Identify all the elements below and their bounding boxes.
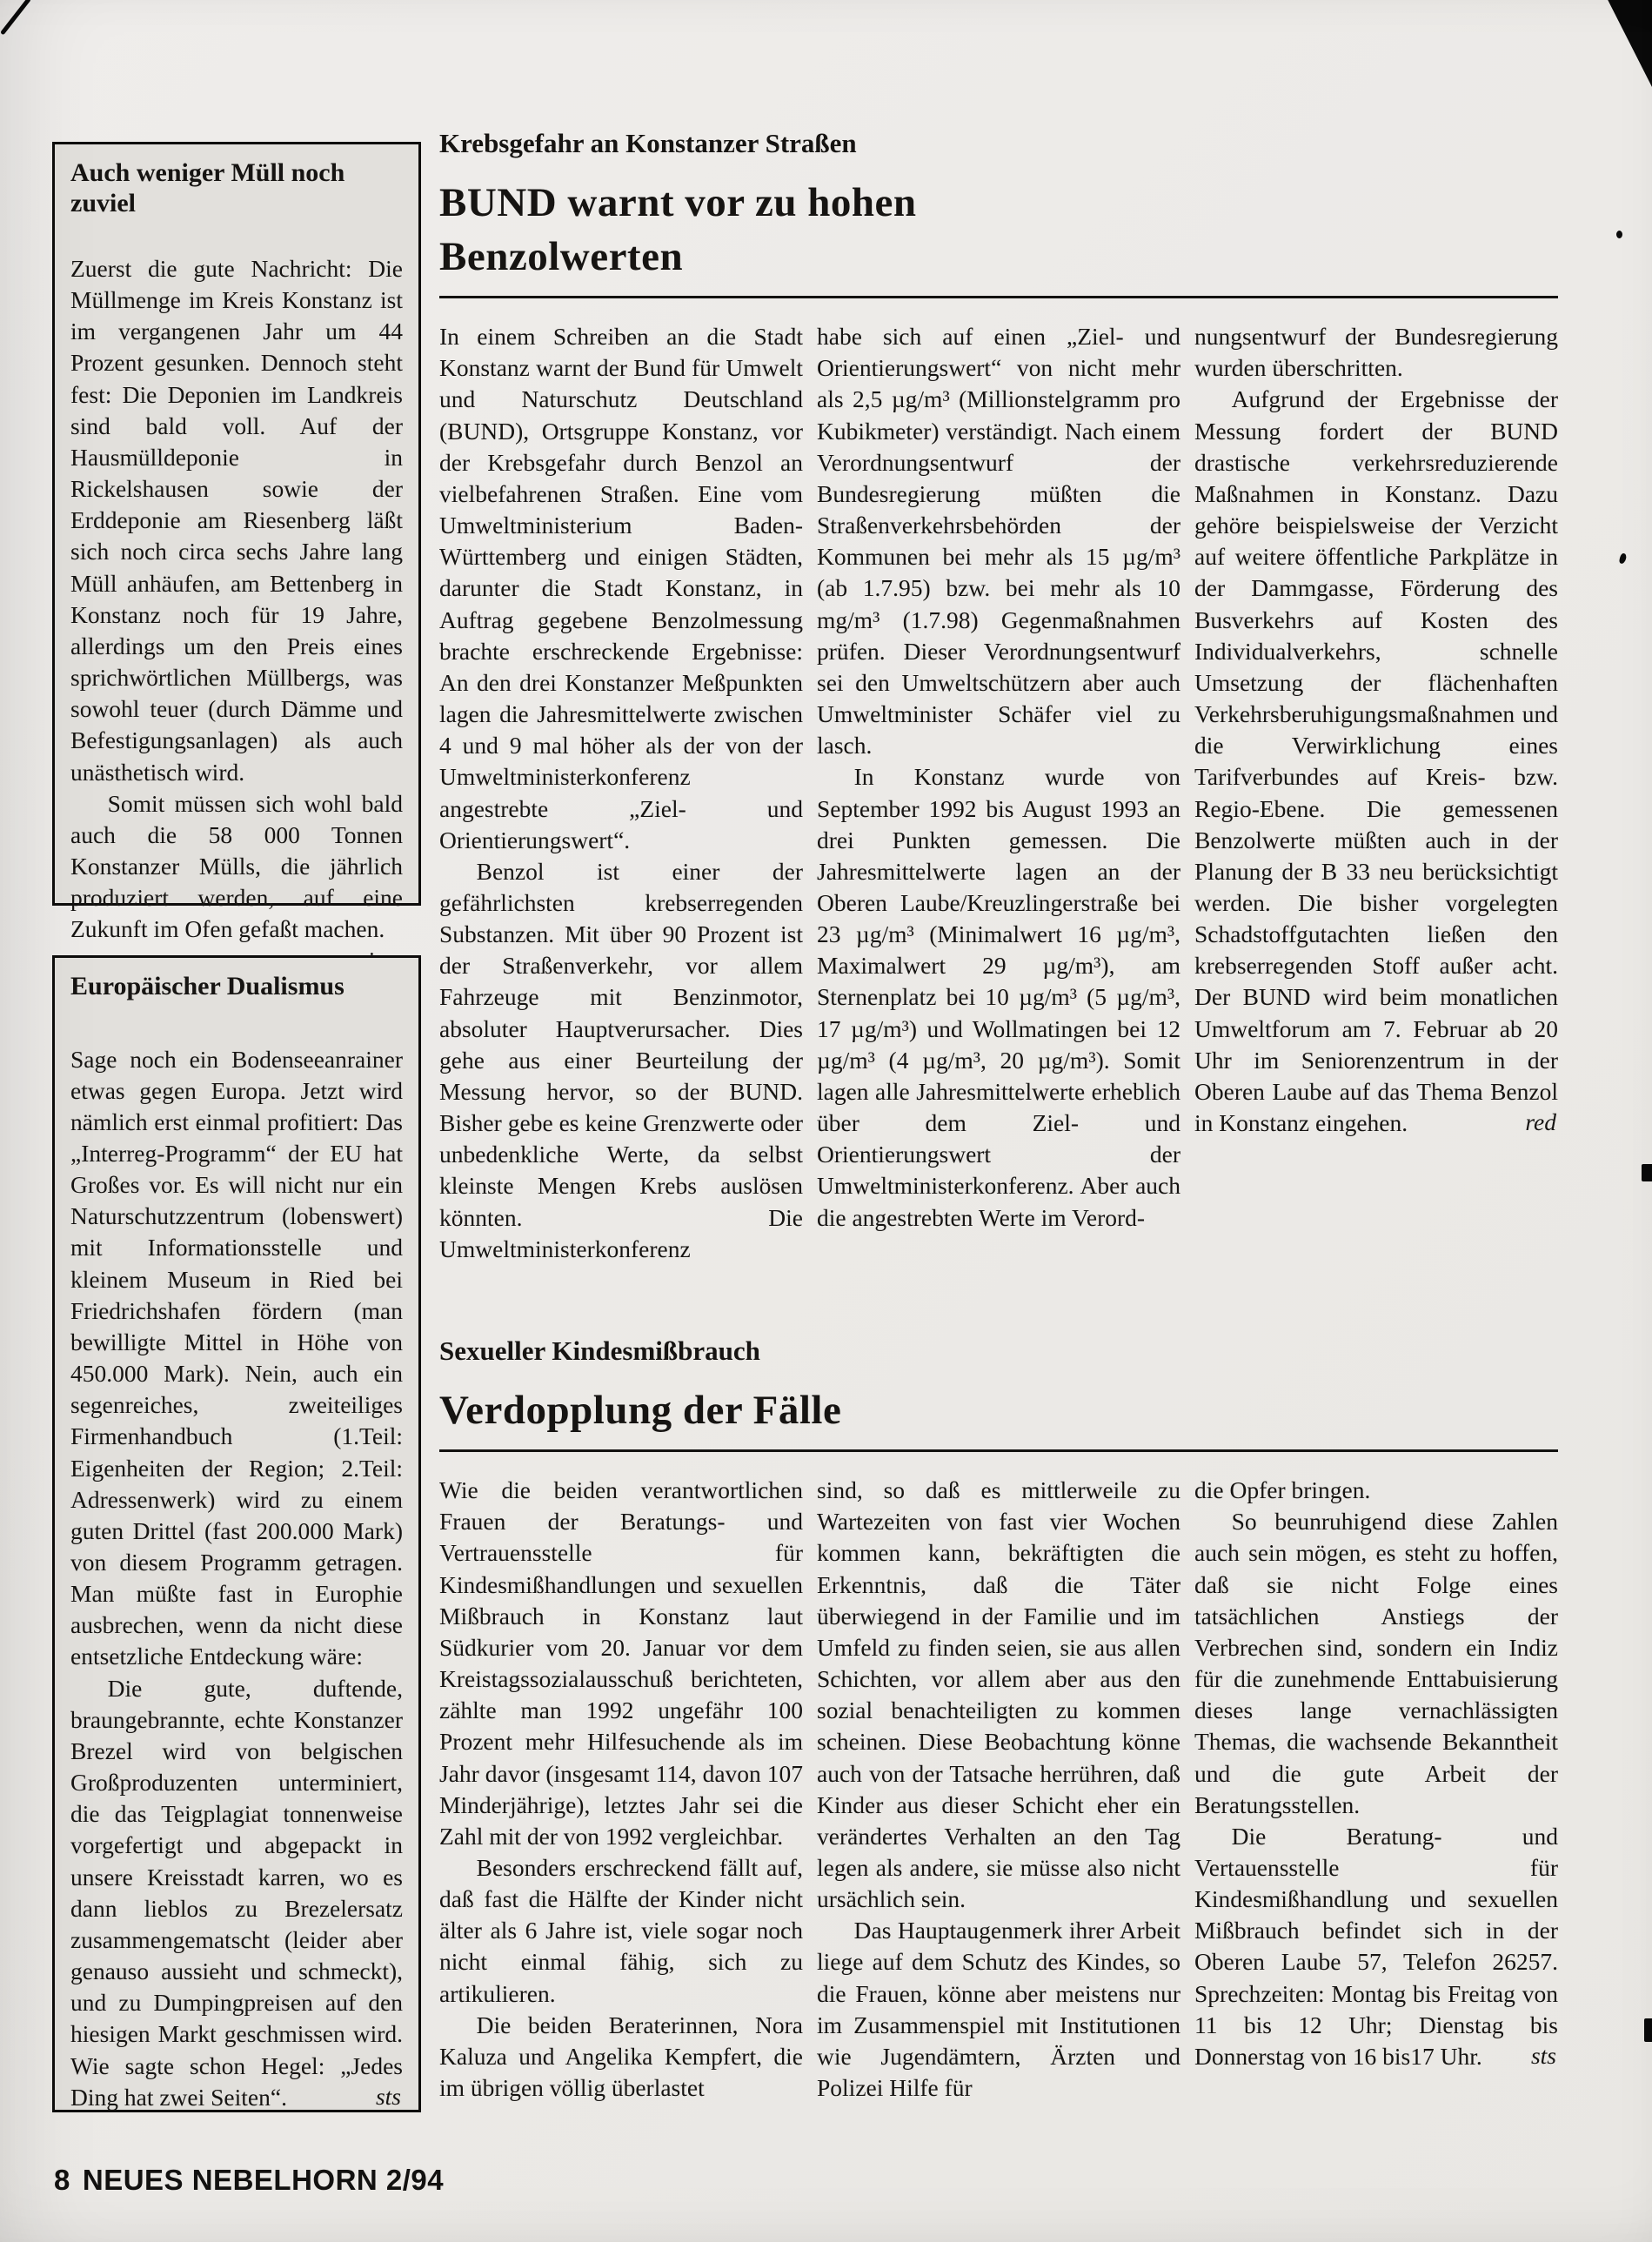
paragraph: Somit müssen sich wohl bald auch die 58 000 Tonnen Konstanzer Mülls, die jährlich produziert werden, auf eine Zukunft im Ofen gefaßt machen.: [70, 789, 403, 943]
paragraph: In Konstanz wurde von September 1992 bis August 1993 an drei Punkten gemessen. Die Jahresmittelwerte lagen an der Oberen Laube/Kreuzlingerstraße bei 23 µg/m³ (Minimalwert 16 µg/m³, Maximalwert 29 µg/m³), am Sternenplatz bei 10 µg/m³ (5 µg/m³, 17 µg/m³) und Wollmatingen bei 12 µg/m³ (4 µg/m³, 20 µg/m³). Somit lagen alle Jahresmittelwerte erheblich über dem Ziel- und Orientierungswert der Umweltministerkonferenz. Aber auch die angestrebten Werte im Verord-: [817, 763, 1180, 1231]
paragraph: habe sich auf einen „Ziel- und Orientierungswert“ von nicht mehr als 2,5 µg/m³ (Millionstelgramm pro Kubikmeter) verständigt. Nach einem Verordnungsentwurf der Bundesregierung müßten die Straßenverkehrsbehörden der Kommunen bei mehr als 15 µg/m³ (ab 1.7.95) bzw. bei mehr als 10 mg/m³ (1.7.98) Gegenmaßnahmen prüfen. Dieser Verordnungsentwurf sei den Umweltschützern aber auch Umweltminister Schäfer viel zu lasch.: [817, 323, 1180, 760]
article-headline-line1: BUND warnt vor zu hohen: [439, 180, 917, 226]
paragraph: nungsentwurf der Bundesregierung wurden überschritten.: [1194, 323, 1558, 382]
sidebar-box-muell: [52, 142, 421, 943]
paragraph: So beunruhigend diese Zahlen auch sein mögen, es steht zu hoffen, daß sie nicht Folge eines tatsächlichen Anstiegs der Verbrechen sind, sondern ein Indiz für die zunehmende Enttabuisierung dieses lange vernachlässigten Themas, die wachsende Bekanntheit und die gute Arbeit der Beratungsstellen.: [1194, 1508, 1558, 1818]
paragraph: [1194, 384, 1558, 1139]
paragraph-text: Die Beratung- und Vertauensstelle für Kindesmißhandlung und sexuellen Mißbrauch befindet sich in der Oberen Laube 57, Telefon 26257. Sprechzeiten: Montag bis Freitag von 11 bis 12 Uhr; Dienstag bis Donnerstag von 16 bis17 Uhr.: [1194, 1822, 1558, 2070]
author-signature: sts: [1530, 2041, 1556, 2069]
box-title: Auch weniger Müll noch zuviel: [70, 158, 345, 218]
author-signature: red: [1525, 1108, 1556, 1136]
article-kicker: Sexueller Kindesmißbrauch: [439, 1335, 760, 1366]
paragraph: [1194, 1821, 1558, 2072]
column-2: [817, 321, 1180, 1265]
article-headline-line2: Benzolwerten: [439, 234, 684, 280]
paragraph: sind, so daß es mittlerweile zu Wartezeiten von fast vier Wochen kommen kann, bekräftigten die Erkenntnis, daß die Täter überwiegend in der Familie und im Umfeld zu finden seien, sie aus allen Schichten, vor allem aber aus den sozial benachteiligten zu kommen scheinen. Diese Beobachtung könne auch von der Tatsache herrühren, daß Kinder aus dieser Schicht eher ein verändertes Verhalten an den Tag legen als andere, sie müsse also nicht ursächlich sein.: [817, 1476, 1180, 1913]
paragraph: In einem Schreiben an die Stadt Konstanz warnt der Bund für Umwelt und Naturschutz Deutschland (BUND), Ortsgruppe Konstanz, vor der Krebsgefahr durch Benzol an vielbefahrenen Straßen. Eine vom Umweltministerium Baden-Württemberg und einigen Städten, darunter die Stadt Konstanz, in Auftrag gegebene Benzolmessung brachte erschreckende Ergebnisse: An den drei Konstanzer Meßpunkten lagen die Jahresmittelwerte zwischen 4 und 9 mal höher als der von der Umweltministerkonferenz angestrebte „Ziel- und Orientierungswert“.: [439, 323, 803, 853]
scan-artifact-corner-wedge: [1605, 0, 1652, 87]
paragraph: Das Hauptaugenmerk ihrer Arbeit liege auf dem Schutz des Kindes, so die Frauen, könne aber meistens nur im Zusammenspiel mit Institutionen wie Jugendämtern, Ärzten und Polizei Hilfe für: [817, 1917, 1180, 2102]
article-kindesmissbrauch: [439, 1336, 1558, 2104]
column-3: [1194, 321, 1558, 1265]
scan-artifact-right-dash-1: [1642, 1164, 1652, 1181]
page-number: 8: [54, 2164, 70, 2196]
paragraph: [70, 1673, 403, 2113]
paragraph: Wie die beiden verantwortlichen Frauen der Beratungs- und Vertrauensstelle für Kindesmißhandlungen und sexuellen Mißbrauch in Konstanz laut Südkurier vom 20. Januar vor dem Kreistagssozialausschuß berichteten, zählte man 1992 ungefähr 100 Prozent mehr Hilfesuchende als im Jahr davor (insgesamt 114, davon 107 Minderjährige), letztes Jahr sei die Zahl mit der von 1992 vergleichbar.: [439, 1476, 803, 1850]
paragraph: Benzol ist einer der gefährlichsten krebserregenden Substanzen. Mit über 90 Prozent ist der Straßenverkehr, vor allem Fahrzeuge mit Benzinmotor, absoluter Hauptverursacher. Dies gehe aus einer Beurteilung der Messung hervor, so der BUND. Bisher gebe es keine Grenzwerte oder unbedenkliche Werte, da selbst kleinste Mengen Krebs auslösen könnten. Die Umweltministerkonferenz: [439, 857, 803, 1262]
column-2: [817, 1475, 1180, 2104]
sidebar-box-dualismus: [52, 955, 421, 2112]
paragraph: Sage noch ein Bodenseeanrainer etwas gegen Europa. Jetzt wird nämlich erst einmal profitiert: Das „Interreg-Programm“ der EU hat Großes vor. Es will nicht nur ein Naturschutzzentrum (lobenswert) mit Informationsstelle und kleinem Museum in Ried bei Friedrichshafen fördern (man bewilligte Mittel in Höhe von 450.000 Mark). Nein, auch ein segenreiches, zweiteiliges Firmenhandbuch (1.Teil: Eigenheiten der Region; 2.Teil: Adressenwerk) wird zu einem guten Drittel (fast 200.000 Mark) von diesem Programm getragen. Man müßte fast in Europhie ausbrechen, wenn da nicht diese entsetzliche Entdeckung wäre:: [70, 1045, 403, 1670]
column-1: [439, 321, 803, 1265]
paragraph: Die beiden Beraterinnen, Nora Kaluza und Angelika Kempfert, die im übrigen völlig überlastet: [439, 2011, 803, 2102]
article-benzol: [439, 129, 1558, 1265]
box-title: Europäischer Dualismus: [70, 972, 344, 1001]
scan-artifact-speck-1: [1616, 231, 1622, 238]
paragraph: Zuerst die gute Nachricht: Die Müllmenge im Kreis Konstanz ist im vergangenen Jahr um 44 Prozent gesunken. Dennoch steht fest: Die Deponien im Landkreis sind bald voll. Auf der Hausmülldeponie in Rickelshausen sowie der Erddeponie am Riesenberg läßt sich noch circa sechs Jahre lang Müll anhäufen, am Bettenberg in Konstanz noch für 19 Jahre, allerdings um den Preis eines sprichwörtlichen Müllbergs, was sowohl teuer (durch Dämme und Befestigungsanlagen) als auch unästhetisch wird.: [70, 255, 403, 786]
publication-title: NEUES NEBELHORN 2/94: [82, 2164, 445, 2196]
paragraph-text: Aufgrund der Ergebnisse der Messung fordert der BUND drastische verkehrsreduzierende Maßnahmen in Konstanz. Dazu gehöre beispielsweise der Verzicht auf weitere öffentliche Parkplätze in der Dammgasse, Förderung des Busverkehrs auf Kosten des Individualverkehrs, schnelle Umsetzung der flächenhaften Verkehrsberuhigungsmaßnahmen und die Verwirklichung eines Tarifverbundes auf Kreis- bzw. Regio-Ebene. Die gemessenen Benzolwerte müßten auch in der Planung der B 33 neu berücksichtigt werden. Die bisher vorgelegten Schadstoffgutachten ließen den krebserregenden Stoff außer acht. Der BUND wird beim monatlichen Umweltforum am 7. Februar ab 20 Uhr im Seniorenzentrum in der Oberen Laube auf das Thema Benzol in Konstanz eingehen.: [1194, 385, 1558, 1137]
scan-artifact-right-dash-2: [1644, 2018, 1652, 2042]
article-kicker: Krebsgefahr an Konstanzer Straßen: [439, 128, 857, 158]
paragraph: die Opfer bringen.: [1194, 1476, 1371, 1504]
headline-rule: [439, 296, 1558, 298]
article-columns: [439, 321, 1558, 1265]
scan-artifact-speck-2: [1619, 552, 1628, 564]
paragraph: Besonders erschreckend fällt auf, daß fast die Hälfte der Kinder nicht älter als 6 Jahre ist, viele sogar noch nicht einmal fähig, sich zu artikulieren.: [439, 1854, 803, 2007]
column-1: [439, 1475, 803, 2104]
article-headline: Verdopplung der Fälle: [439, 1388, 842, 1434]
scan-artifact-top-left-stroke: [0, 0, 31, 36]
page-footer: [54, 2164, 444, 2197]
column-3: [1194, 1475, 1558, 2104]
paragraph-text: Die gute, duftende, braungebrannte, echte Konstanzer Brezel wird von belgischen Großproduzenten unterminiert, die das Teigplagiat tonnenweise vorgefertigt und abgepackt in unsere Kreisstadt karren, wo es dann lieblos zu Brezelersatz zusammengematscht (leider aber genauso aussieht und schmeckt), und zu Dumpingpreisen auf den hiesigen Markt geschmissen wird. Wie sagte schon Hegel: „Jedes Ding hat zwei Seiten“.: [70, 1674, 403, 2111]
headline-rule: [439, 1449, 1558, 1452]
author-signature: sts: [375, 2082, 401, 2110]
article-columns: [439, 1475, 1558, 2104]
